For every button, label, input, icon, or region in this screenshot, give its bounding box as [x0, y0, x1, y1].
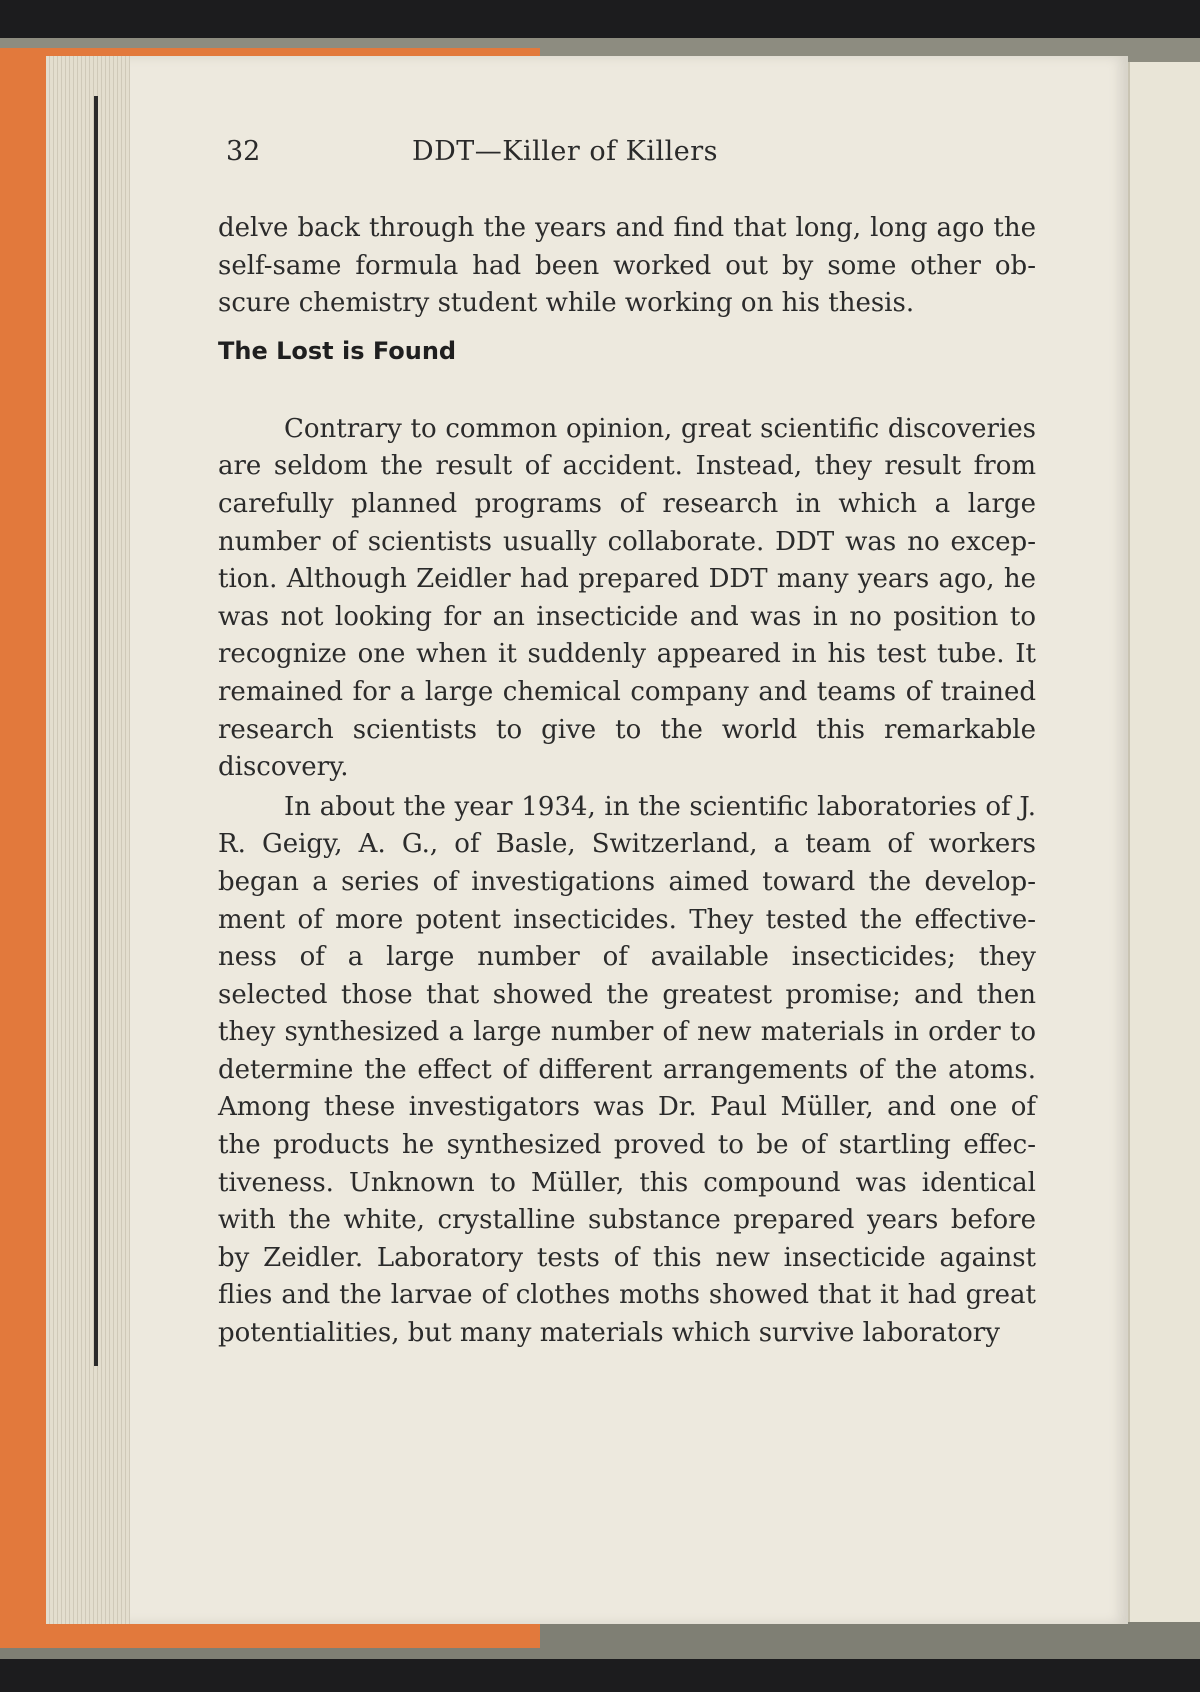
paragraph-2: In about the year 1934, in the scientific laboratories of J. R. Geigy, A. G., of Basle, Switzerland, a team of workers began a series of investigations aimed toward the development of more potent insecticides. They tested the effectiveness of a large number of available insecticides; they selected those that showed the greatest promise; and then they synthesized a large number of new materials in order to determine the effect of different arrangements of the atoms. Among these investigators was Dr. Paul Müller, and one of the products he synthesized proved to be of startling effectiveness. Unknown to Müller, this compound was identical with the white, crystalline substance prepared years before by Zeidler. Laboratory tests of this new insecticide against flies and the larvae of clothes moths showed that it had great potentialities, but many materials which survive laboratory — [218, 791, 1036, 1349]
running-title: DDT—Killer of Killers — [412, 136, 718, 167]
facing-page-edge — [1128, 62, 1200, 1622]
carryover-paragraph: delve back through the years and find that long, long ago the self-same formula had been worked out by some other obscure chemistry student while working on his thesis. — [218, 213, 1036, 319]
page-stack-edges — [46, 56, 130, 1624]
gutter-shadow-line — [94, 96, 98, 1366]
paragraph-1: Contrary to common opinion, great scientific discoveries are seldom the result of accident. Instead, they result from carefully planned programs of research in which a large number of scientists usually collaborate. DDT was no exception. Although Zeidler had prepared DDT many years ago, he was not looking for an insecticide and was in no position to recognize one when it suddenly appeared in his test tube. It remained for a large chemical company and teams of trained research scientists to give to the world this remarkable discovery. — [218, 413, 1036, 783]
page-header — [226, 136, 866, 186]
section-heading: The Lost is Found — [218, 336, 457, 365]
page-body — [218, 210, 1036, 1353]
page-number: 32 — [226, 136, 261, 167]
